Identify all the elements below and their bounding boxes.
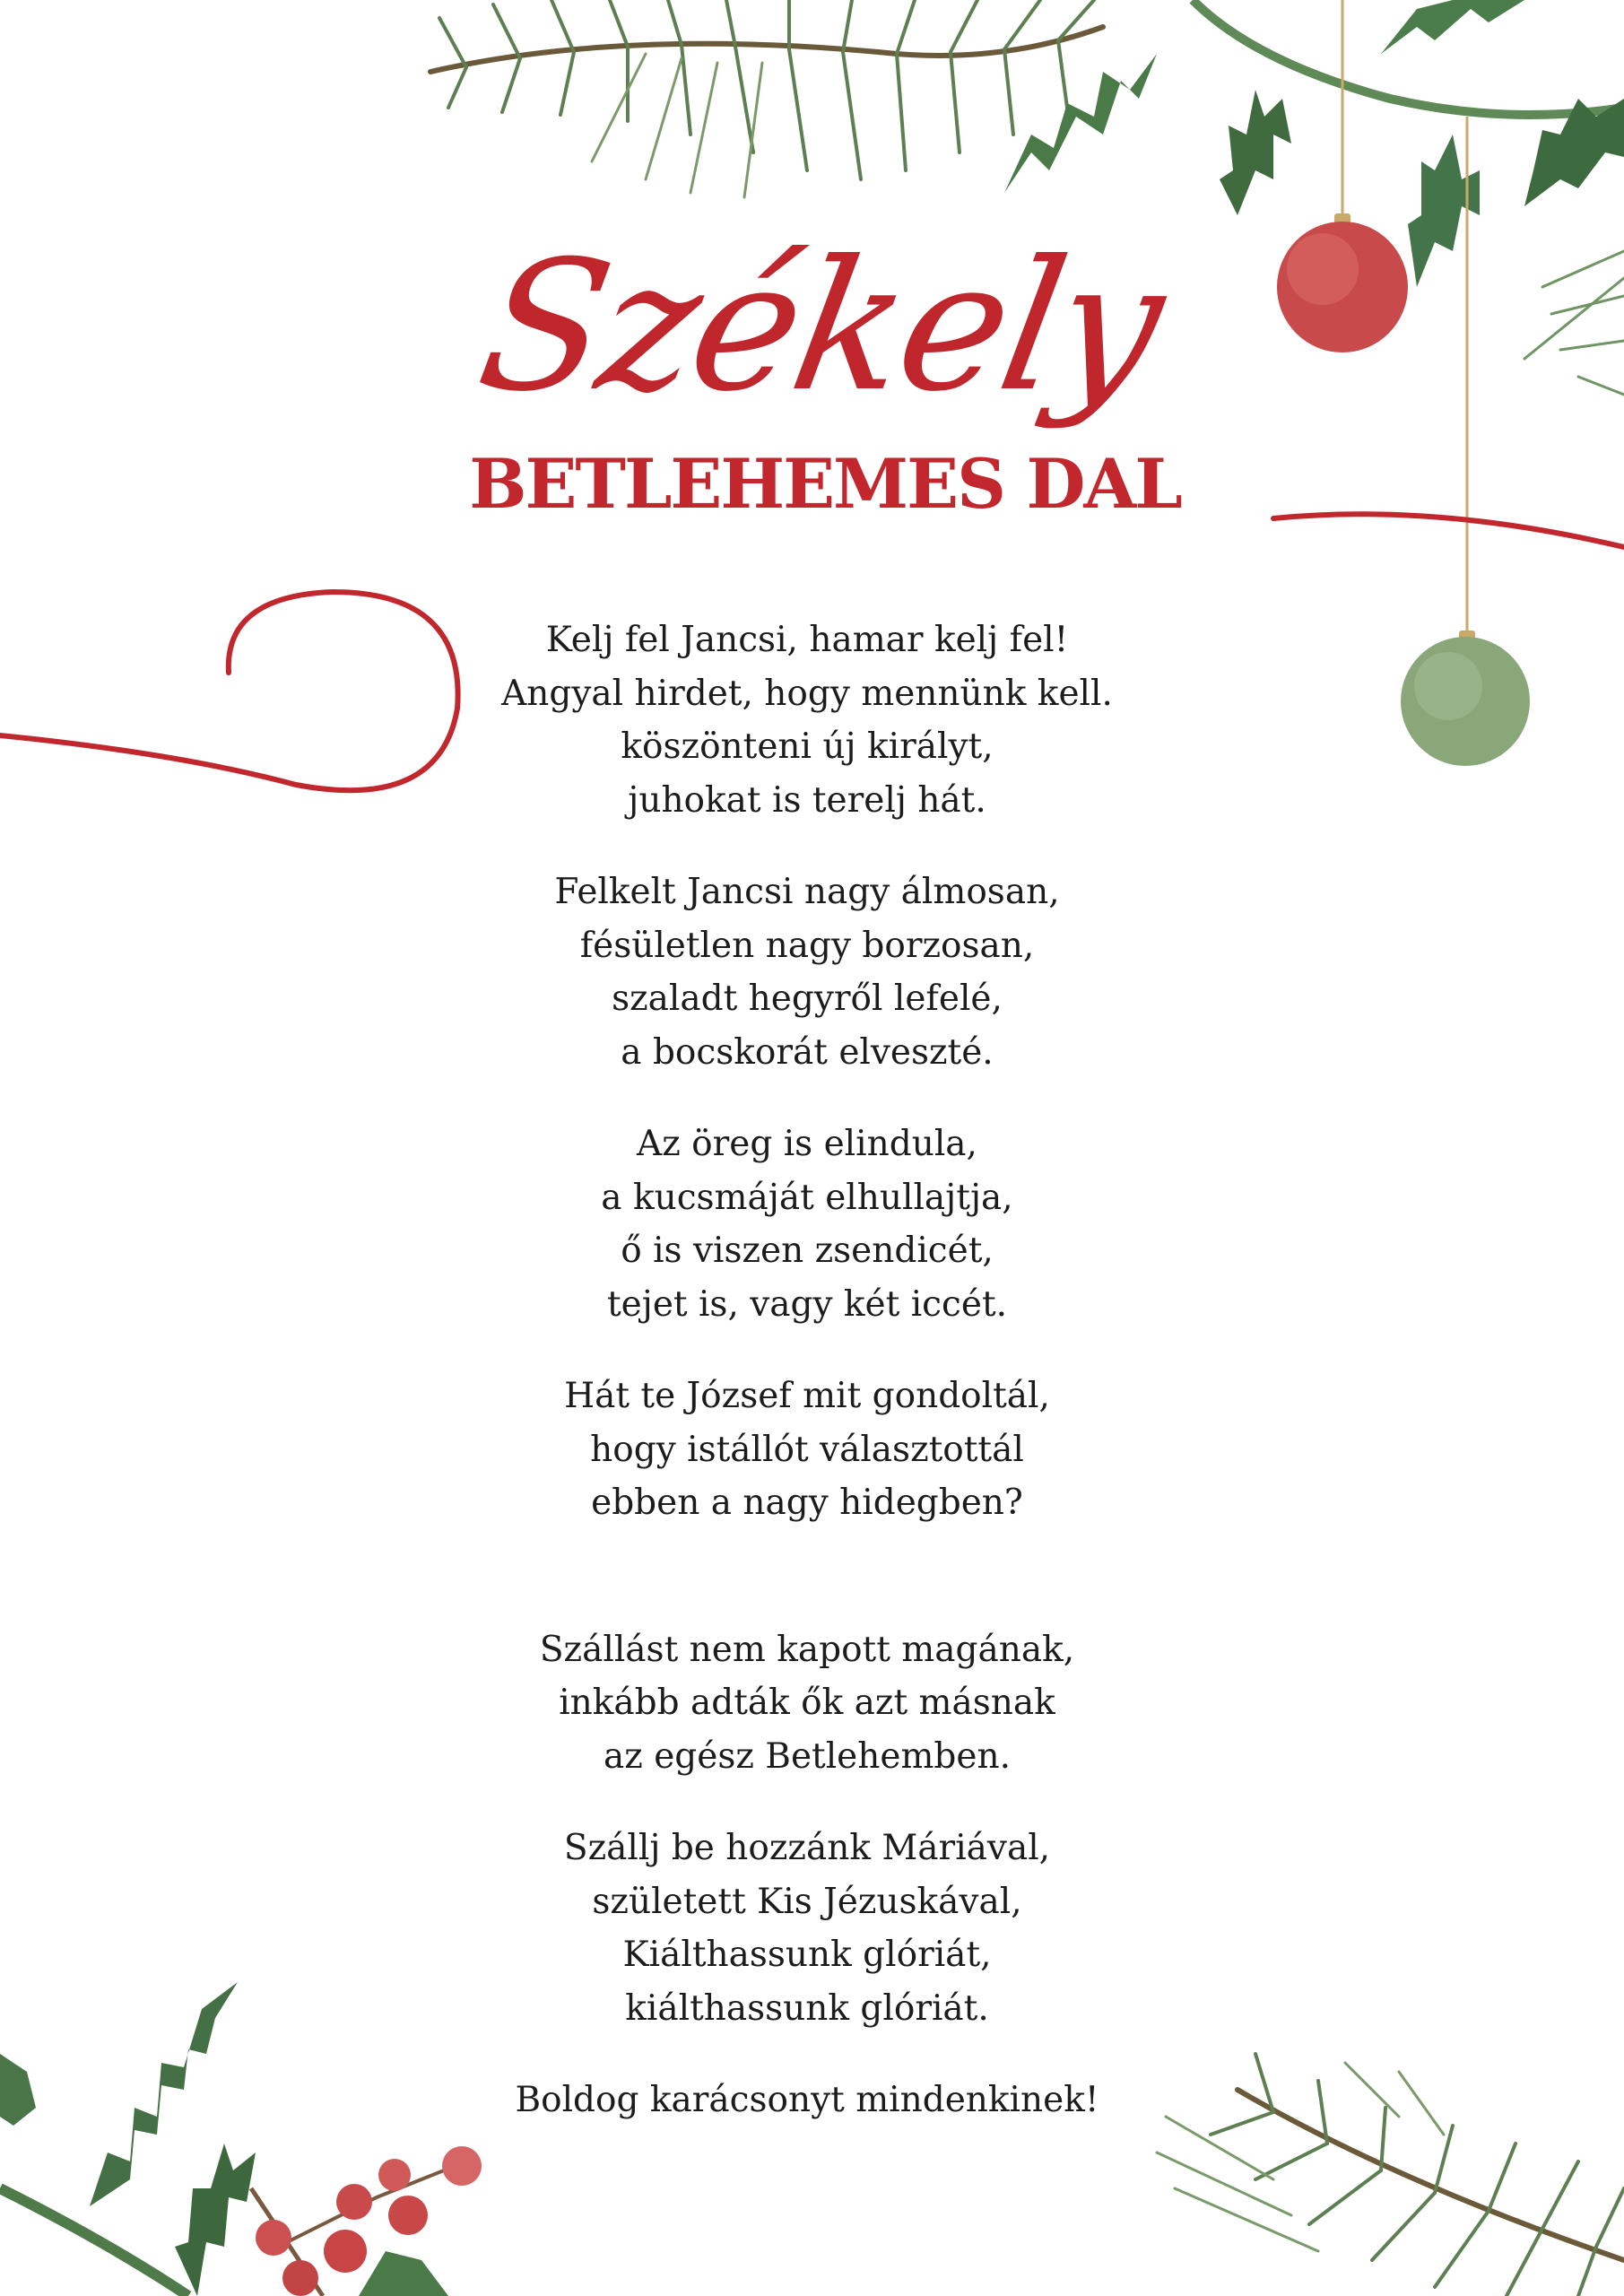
- poem-line: inkább adták ők azt másnak: [559, 1683, 1055, 1723]
- poem-line: Szállást nem kapott magának,: [539, 1629, 1075, 1670]
- poem-line: Szállj be hozzánk Máriával,: [563, 1828, 1051, 1868]
- poem: [359, 613, 1255, 2127]
- poem-line: kiálthassunk glóriát.: [625, 1987, 989, 2029]
- poem-line: fésületlen nagy borzosan,: [579, 925, 1035, 966]
- poem-line: az egész Betlehemben.: [604, 1735, 1011, 1777]
- poem-line: Hát te József mit gondoltál,: [564, 1376, 1050, 1416]
- poem-line: született Kis Jézuskával,: [592, 1881, 1022, 1922]
- green-ornament-icon: [1401, 117, 1530, 766]
- poem-line: köszönteni új királyt,: [621, 726, 994, 767]
- poem-line: Kelj fel Jancsi, hamar kelj fel!: [545, 620, 1069, 660]
- poem-line: ő is viszen zsendicét,: [621, 1231, 994, 1271]
- stanza-4: [359, 1370, 1255, 1530]
- closing-greeting: Boldog karácsonyt mindenkinek!: [515, 2080, 1099, 2120]
- stanza-5: [359, 1623, 1255, 1784]
- poem-line: Felkelt Jancsi nagy álmosan,: [554, 872, 1060, 912]
- poem-line: szaladt hegyről lefelé,: [612, 978, 1003, 1019]
- poem-line: tejet is, vagy két iccét.: [606, 1283, 1008, 1325]
- pine-branch-icon: [430, 0, 1103, 197]
- red-ornament-icon: [1277, 0, 1408, 352]
- stanza-2: [359, 865, 1255, 1079]
- poem-line: ebben a nagy hidegben?: [591, 1483, 1023, 1523]
- script-title: Székely: [465, 222, 1175, 431]
- stanza-3: [359, 1118, 1255, 1331]
- poem-line: a bocskorát elveszté.: [621, 1031, 994, 1073]
- stanza-1: [359, 613, 1255, 827]
- poem-line: Angyal hirdet, hogy mennünk kell.: [501, 673, 1113, 714]
- poem-line: juhokat is terelj hát.: [628, 779, 986, 821]
- page-title: BETLEHEMES DAL: [469, 444, 1181, 524]
- stanza-6: [359, 1822, 1255, 2035]
- poem-line: a kucsmáját elhullajtja,: [601, 1177, 1013, 1218]
- poem-line: Kiálthassunk glóriát,: [622, 1935, 992, 1975]
- poem-line: Az öreg is elindula,: [637, 1124, 977, 1164]
- poem-line: hogy istállót választottál: [590, 1429, 1024, 1470]
